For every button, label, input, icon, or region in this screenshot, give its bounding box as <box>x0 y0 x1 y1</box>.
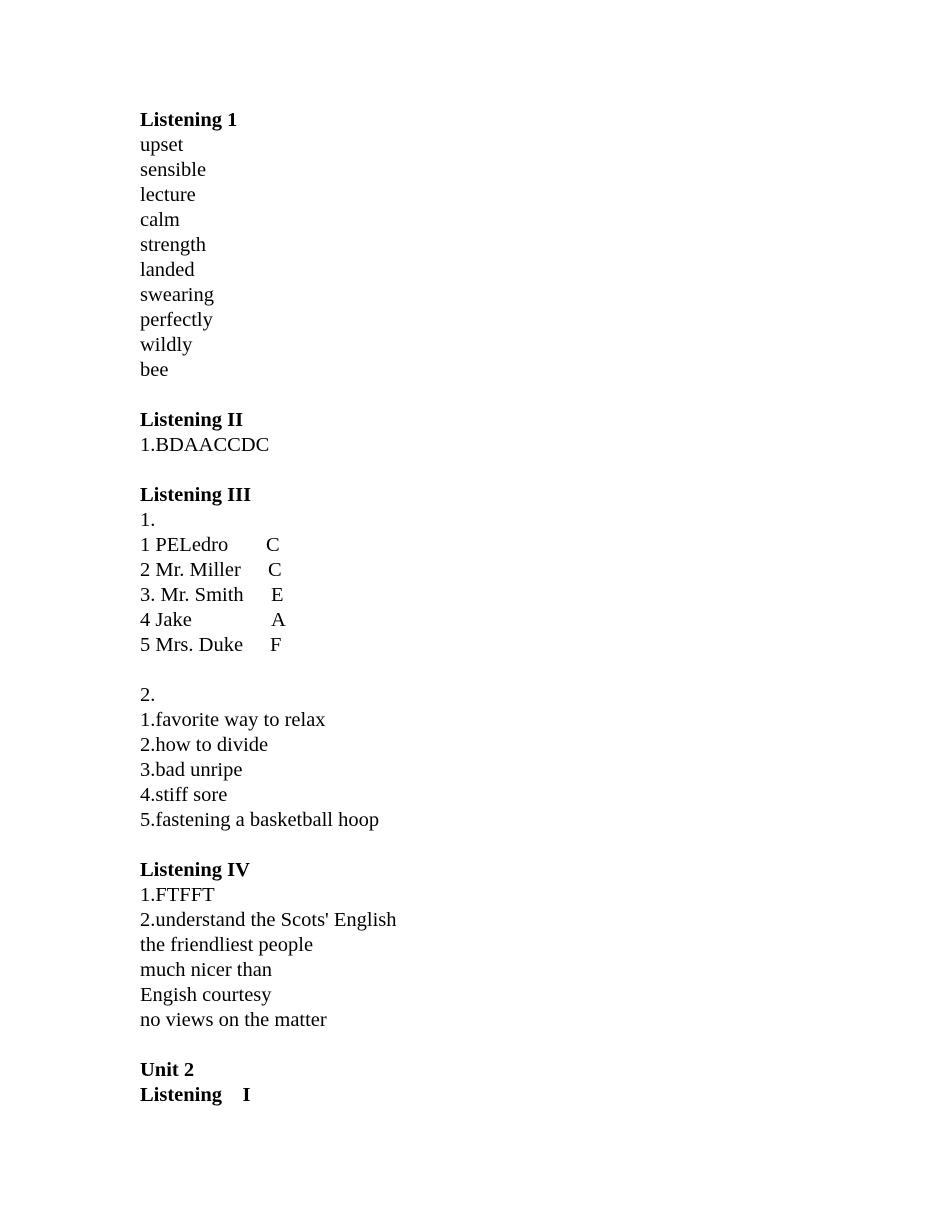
listening-1-word-list <box>140 133 840 383</box>
match-row <box>140 558 840 583</box>
listening-2-heading: Listening II <box>140 409 244 431</box>
listening-1-heading: Listening 1 <box>140 109 238 131</box>
list-item: 2.how to divide <box>140 734 269 756</box>
word-item: wildly <box>140 334 193 356</box>
match-name: 1 PELedro <box>140 534 229 556</box>
match-name: 2 Mr. Miller <box>140 559 241 581</box>
unit-2-heading: Unit 2 <box>140 1059 195 1081</box>
listening-4-list <box>140 883 840 1033</box>
list-item: no views on the matter <box>140 1009 327 1031</box>
word-item: landed <box>140 259 195 281</box>
listening-4-heading: Listening IV <box>140 859 250 881</box>
word-item: calm <box>140 209 180 231</box>
list-item: 4.stiff sore <box>140 784 228 806</box>
spacer <box>140 833 840 858</box>
document-page <box>140 108 840 1108</box>
spacer <box>140 458 840 483</box>
part-1-label: 1. <box>140 509 156 531</box>
spacer <box>140 658 840 683</box>
matching-list <box>140 533 840 658</box>
part-2-list <box>140 708 840 833</box>
match-name: 5 Mrs. Duke <box>140 634 244 656</box>
match-answer: C <box>268 559 282 581</box>
list-item: the friendliest people <box>140 934 314 956</box>
match-row <box>140 583 840 608</box>
word-item: swearing <box>140 284 215 306</box>
word-item: strength <box>140 234 207 256</box>
list-item: 5.fastening a basketball hoop <box>140 809 380 831</box>
match-row <box>140 533 840 558</box>
list-item: 3.bad unripe <box>140 759 243 781</box>
spacer <box>140 383 840 408</box>
match-answer: E <box>271 584 284 606</box>
match-row <box>140 608 840 633</box>
match-answer: A <box>271 609 286 631</box>
listening-3-heading: Listening III <box>140 484 252 506</box>
list-item: Engish courtesy <box>140 984 272 1006</box>
list-item: 1.FTFFT <box>140 884 215 906</box>
match-answer: F <box>270 634 282 656</box>
match-name: 4 Jake <box>140 609 192 631</box>
spacer <box>140 1033 840 1058</box>
word-item: lecture <box>140 184 196 206</box>
word-item: bee <box>140 359 169 381</box>
match-answer: C <box>266 534 280 556</box>
match-name: 3. Mr. Smith <box>140 584 244 606</box>
unit-2-listening-heading: Listening I <box>140 1084 251 1106</box>
list-item: much nicer than <box>140 959 273 981</box>
word-item: perfectly <box>140 309 213 331</box>
list-item: 1.favorite way to relax <box>140 709 326 731</box>
list-item: 2.understand the Scots' English <box>140 909 397 931</box>
match-row <box>140 633 840 658</box>
part-2-label: 2. <box>140 684 156 706</box>
listening-2-answer: 1.BDAACCDC <box>140 434 270 456</box>
word-item: upset <box>140 134 184 156</box>
word-item: sensible <box>140 159 207 181</box>
